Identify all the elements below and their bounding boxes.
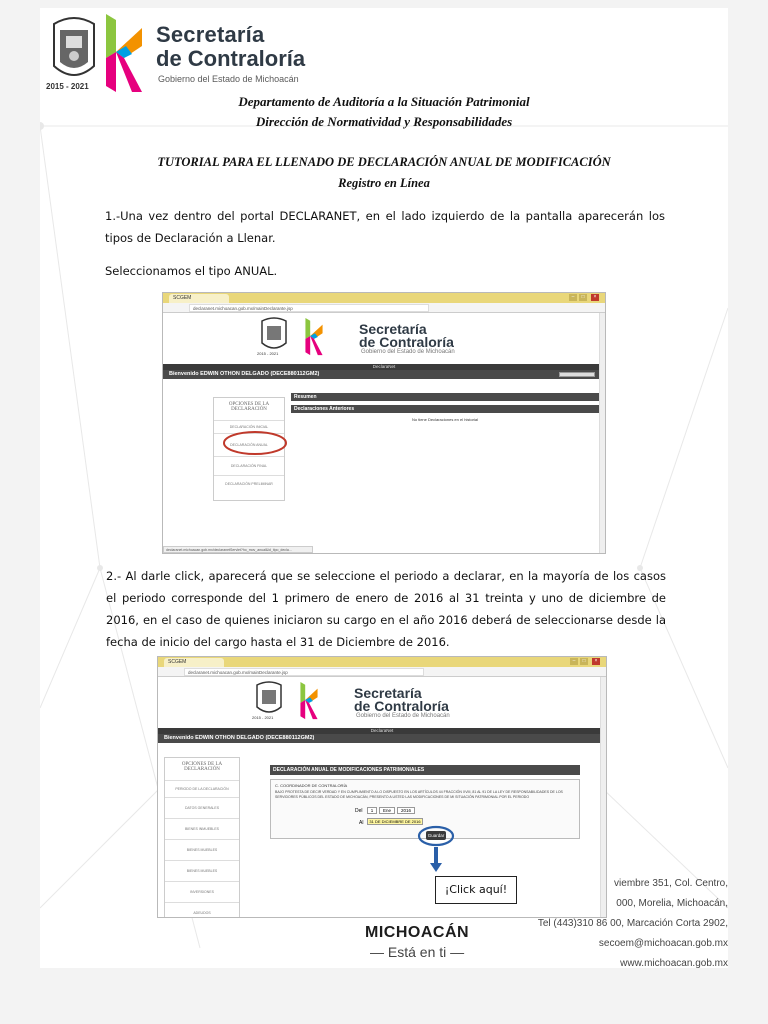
seal-years: 2015 - 2021 (257, 351, 279, 356)
options-panel-heading: OPCIONES DE LA DECLARACIÓN (181, 762, 223, 772)
maximize-icon[interactable]: □ (579, 294, 587, 301)
del-year-select[interactable]: 2016 (397, 807, 415, 814)
option-final[interactable]: DECLARACIÓN FINAL (214, 456, 284, 475)
options-panel-heading: OPCIONES DE LA DECLARACIÓN (228, 402, 270, 412)
option-datos-generales[interactable]: DATOS GENERALES (165, 797, 239, 818)
contraloria-k-logo (303, 317, 325, 357)
browser-address-row (163, 303, 605, 313)
form-legal-text: BAJO PROTESTA DE DECIR VERDAD Y EN CUMPLIMIENTO A LO DISPUESTO EN LOS ARTÍCULOS 44 FRACCIÓN XVIII, 81 AL 91 DE LA LEY DE RESPONSABILIDADES DE LOS SERVIDORES PÚBLICOS DEL ESTADO DE MICHOACÁN, PRESENTO A USTED LAS MODIFICACIONES DE MI SITUACIÓN PATRIMONIAL POR EL PERIODO (275, 790, 563, 799)
del-day-select[interactable]: 1 (367, 807, 377, 814)
previous-declarations-bar: Declaraciones Anteriores (291, 405, 599, 413)
document-page (40, 8, 728, 968)
del-label: Del (355, 808, 363, 814)
highlight-circle-anual (221, 429, 289, 457)
phone-line: Tel (443)310 86 00, Marcación Corta 2902, (537, 918, 728, 929)
address-line1: viembre 351, Col. Centro, (614, 878, 728, 889)
del-month-select[interactable]: Ene (379, 807, 395, 814)
screenshot-declaranet-home (162, 292, 606, 554)
close-icon[interactable]: × (591, 294, 599, 301)
email-line: secoem@michoacan.gob.mx (598, 938, 728, 949)
state-slogan: — Está en ti — (370, 944, 465, 960)
click-here-callout: ¡Click aquí! (435, 876, 517, 904)
form-subhead: C. COORDINADOR DE CONTRALORÍA (275, 783, 348, 788)
address-bar[interactable]: declaranet.michoacan.gob.mx/mainDeclarante.jsp (189, 304, 429, 312)
website-line: www.michoacan.gob.mx (620, 958, 728, 969)
browser-tab[interactable]: SCGEM (169, 294, 229, 303)
seal-years: 2015 - 2021 (46, 82, 89, 91)
declaration-options-panel (164, 757, 240, 918)
site-header (158, 677, 606, 720)
al-date-field[interactable]: 31 DE DICIEMBRE DE 2016 (367, 818, 423, 825)
address-bar[interactable]: declaranet.michoacan.gob.mx/mainDeclarante.jsp (184, 668, 424, 676)
brand-subtitle: Gobierno del Estado de Michoacán (361, 349, 455, 355)
brand-title-line2: de Contraloría (354, 698, 449, 714)
address-line2: 000, Morelia, Michoacán, (616, 898, 728, 909)
brand-title-line1: Secretaría (359, 321, 427, 337)
department-line: Departamento de Auditoría a la Situación Patrimonial (238, 94, 530, 109)
al-label: Al (359, 820, 364, 826)
contraloria-k-logo (298, 681, 320, 721)
browser-tabbar (163, 293, 605, 303)
down-arrow-icon (430, 847, 442, 873)
brand-title-line2: de Contraloría (156, 46, 306, 71)
save-button[interactable]: Guardar (427, 833, 445, 838)
empty-history-message: No tiene Declaraciones en el historial (411, 417, 479, 422)
option-inicial[interactable]: DECLARACIÓN INICIAL (214, 420, 284, 433)
option-adeudos[interactable]: ADEUDOS (165, 902, 239, 918)
state-wordmark: MICHOACÁN (365, 924, 470, 941)
brand-subtitle: Gobierno del Estado de Michoacán (356, 713, 450, 719)
form-title-bar: DECLARACIÓN ANUAL DE MODIFICACIONES PATRIMONIALES (270, 765, 580, 775)
tutorial-title: TUTORIAL PARA EL LLENADO DE DECLARACIÓN ANUAL DE MODIFICACIÓN (157, 155, 611, 169)
brand-subtitle: Gobierno del Estado de Michoacán (158, 74, 299, 84)
brand-title-line1: Secretaría (156, 22, 265, 47)
brand-title-line1: Secretaría (354, 685, 422, 701)
option-anual[interactable]: DECLARACIÓN ANUAL (214, 433, 284, 456)
option-bienes-muebles-2[interactable]: BIENES MUEBLES (165, 860, 239, 881)
direction-line: Dirección de Normatividad y Responsabilidades (255, 114, 513, 129)
state-seal-logo (259, 317, 289, 355)
minimize-icon[interactable]: – (570, 658, 578, 665)
app-title-bar: DeclaraNet (163, 364, 605, 370)
option-periodo[interactable]: PERIODO DE LA DECLARACIÓN (165, 780, 239, 797)
option-preliminar[interactable]: DECLARACIÓN PRELIMINAR (214, 475, 284, 492)
step1-text: 1.-Una vez dentro del portal DECLARANET, en el lado izquierdo de la pantalla aparecerán los tipos de Declaración a Llenar. (105, 209, 665, 245)
contraloria-k-logo (102, 12, 146, 96)
welcome-bar: Bienvenido EDWIN OTHON DELGADO (DECE880112GM2) (158, 734, 606, 743)
logout-button[interactable] (559, 372, 595, 377)
summary-section-bar: Resumen (291, 393, 599, 401)
minimize-icon[interactable]: – (569, 294, 577, 301)
option-bienes-inmuebles[interactable]: BIENES INMUEBLES (165, 818, 239, 839)
app-title-bar: DeclaraNet (158, 728, 606, 734)
status-bar: declaranet.michoacan.gob.mx/declaranetServlet?ho_mov_anual&id_tipo_decla... (163, 546, 313, 553)
select-anual-text: Seleccionamos el tipo ANUAL. (105, 264, 278, 278)
scrollbar[interactable] (599, 313, 605, 554)
option-inversiones[interactable]: INVERSIONES (165, 881, 239, 902)
highlight-circle-save (416, 825, 456, 847)
browser-address-row (158, 667, 606, 677)
site-header (163, 313, 605, 356)
browser-tab[interactable]: SCGEM (164, 658, 224, 667)
brand-title-line2: de Contraloría (359, 334, 454, 350)
browser-tabbar (158, 657, 606, 667)
tutorial-subtitle: Registro en Línea (338, 176, 430, 190)
step2-text: 2.- Al darle click, aparecerá que se seleccione el periodo a declarar, en la mayoría de los casos el periodo corresponde del 1 primero de enero de 2016 al 31 treinta y uno de diciembre de 2016, en el caso de quienes iniciaron su cargo en el año 2016 deberá de seleccionarse desde la fecha de inicio del cargo hasta el 31 de Diciembre de 2016. (106, 569, 666, 649)
state-seal-logo (254, 681, 284, 719)
seal-years: 2015 - 2021 (252, 715, 274, 720)
option-bienes-muebles[interactable]: BIENES MUEBLES (165, 839, 239, 860)
close-icon[interactable]: × (592, 658, 600, 665)
welcome-bar: Bienvenido EDWIN OTHON DELGADO (DECE880112GM2) (163, 370, 605, 379)
screenshot-declaranet-periodo (157, 656, 607, 918)
maximize-icon[interactable]: □ (580, 658, 588, 665)
scrollbar[interactable] (600, 677, 606, 918)
